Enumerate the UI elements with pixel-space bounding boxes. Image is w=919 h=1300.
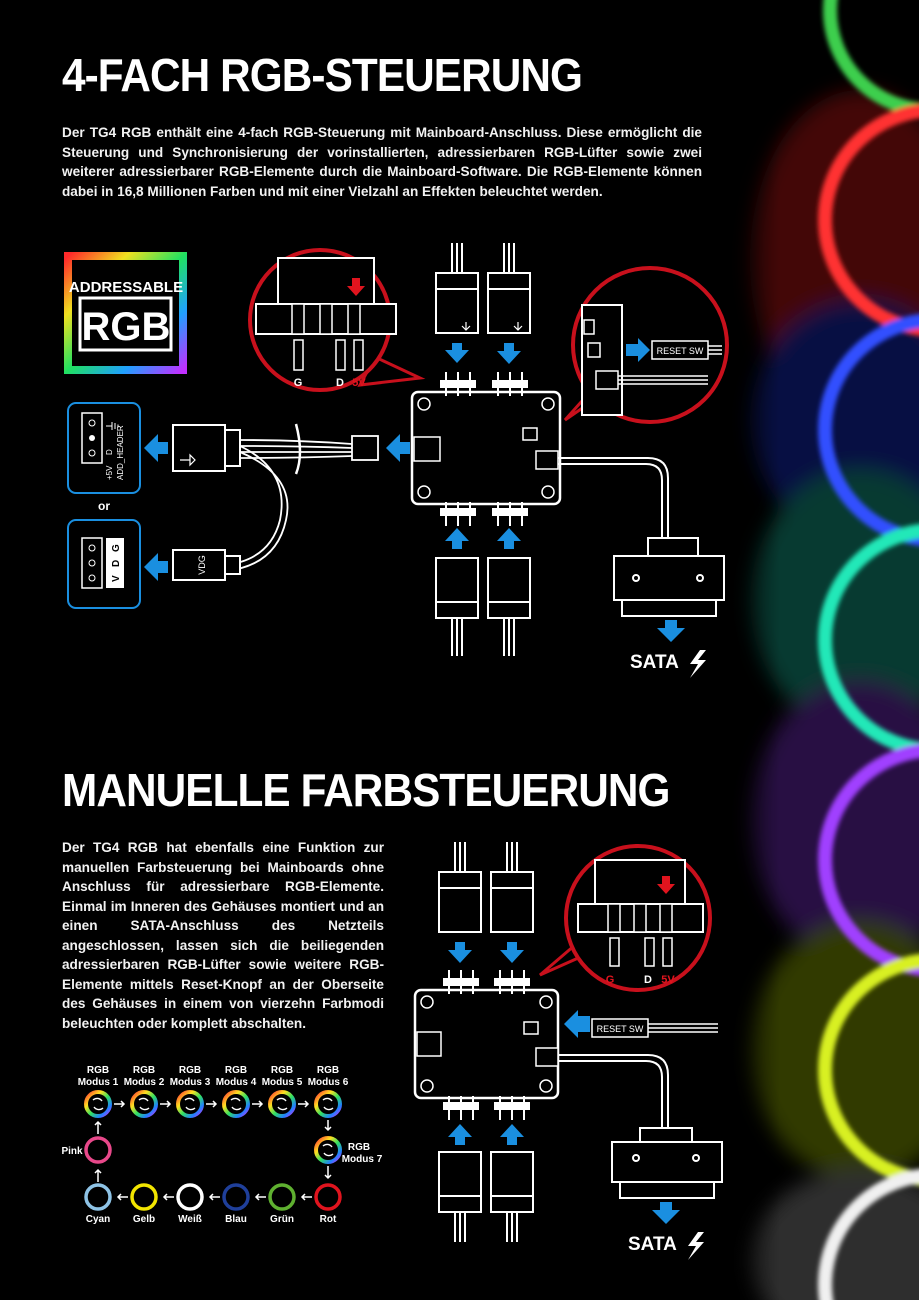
color-label: Grün [270,1214,294,1225]
mode-item [124,1065,170,1116]
reset-sw-label: RESET SW [656,346,704,356]
section1-title: 4-FACH RGB-STEUERUNG [62,49,583,101]
color-item-pink [61,1122,110,1182]
pin-5v-label-2: 5V [661,974,675,986]
mode-label-line1: RGB [132,1065,156,1076]
rgb-mode-ring [270,1092,294,1116]
pin-g-label: G [293,377,303,389]
cycle-icon [139,1098,149,1109]
color-ring [178,1185,202,1209]
color-item [132,1185,174,1225]
mode-item [170,1065,216,1116]
mode-label-line1: RGB [224,1065,248,1076]
or-label: or [98,499,110,513]
mode-item [308,1065,349,1116]
vdg-v-label: V [111,575,122,582]
arrow-right-icon [298,1101,308,1107]
pin-5v-label: 5V [352,377,366,389]
pink-label: Pink [61,1146,83,1157]
color-label: Weiß [178,1214,202,1225]
cycle-icon [185,1098,195,1109]
plug-vdg-label: VDG [197,555,207,575]
logo-line2: RGB [81,305,171,349]
color-item [86,1185,128,1225]
color-label: Rot [319,1214,337,1225]
sata-label-2: SATA [628,1234,677,1255]
mode-item [78,1065,124,1116]
color-item [270,1185,312,1225]
mode-item [216,1065,262,1116]
rgb-mode-ring [132,1092,156,1116]
arrow-left-icon [256,1194,266,1200]
rgb-mode-ring [316,1138,340,1162]
mode-label-line1: RGB [270,1065,294,1076]
rgb-mode-ring [178,1092,202,1116]
mode-item [262,1065,308,1116]
mode-label-line2: Modus 2 [123,1077,165,1088]
arrow-up-icon [95,1170,101,1182]
cycle-icon [93,1098,103,1109]
color-item [178,1185,220,1225]
sata-label: SATA [630,652,679,673]
mode-label-line1: RGB [316,1065,340,1076]
color-label: Blau [225,1214,247,1225]
cycle-icon [231,1098,241,1109]
mode7-label-line2: Modus 7 [341,1154,383,1165]
arrow-down-icon [325,1166,331,1178]
pin-d-label-2: D [644,974,652,986]
mode-label-line2: Modus 5 [261,1077,303,1088]
mode-label-line2: Modus 4 [215,1077,257,1088]
cycle-icon [277,1098,287,1109]
mode-label-line1: RGB [86,1065,110,1076]
header-plus5v-label: +5V [105,465,114,480]
section2-title: MANUELLE FARBSTEUERUNG [62,764,670,816]
mode-label-line2: Modus 1 [77,1077,119,1088]
cycle-icon [323,1098,333,1109]
arrow-left-icon [302,1194,312,1200]
color-ring [270,1185,294,1209]
vdg-g-label: G [111,544,122,552]
arrow-right-icon [160,1101,170,1107]
arrow-left-icon [118,1194,128,1200]
arrow-right-icon [252,1101,262,1107]
mode-label-line2: Modus 3 [169,1077,211,1088]
section1-paragraph: Der TG4 RGB enthält eine 4-fach RGB-Steuerung mit Mainboard-Anschluss. Diese ermöglicht die Steuerung und Synchronisierung der vorinstallierten, adressierbaren RGB-Lüfter sowie zwei weiterer adressierbarer RGB-Elemente durch die Mainboard-Software. Die RGB-Elemente können dabei in 16,8 Millionen Farben und mit einer Vielzahl an Effekten beleuchtet werden. [62,125,702,199]
mode-item-7 [316,1120,383,1165]
rgb-mode-ring [316,1092,340,1116]
color-label: Gelb [132,1214,156,1225]
color-item [316,1185,340,1225]
header-d-label: D [105,449,114,455]
arrow-left-icon [164,1194,174,1200]
pin-g-label-2: G [605,974,615,986]
color-ring [316,1185,340,1209]
arrow-right-icon [114,1101,124,1107]
color-ring [224,1185,248,1209]
vdg-d-label: D [111,559,122,567]
mode7-label-line1: RGB [347,1142,371,1153]
color-ring [132,1185,156,1209]
section2-paragraph: Der TG4 RGB hat ebenfalls eine Funktion zur manuellen Farbsteuerung bei Mainboards ohne Anschluss für adressierbare RGB-Elemente. Einmal im Inneren des Gehäuses montiert und an einen SATA-Anschluss des Netzteils angeschlossen, lassen sich die beiliegenden adressierbaren RGB-Lüfter sowie weitere RGB-Elemente mittels Reset-Knopf an der Oberseite des Gehäuses in einem von vierzehn Farbmodi beleuchten oder komplett abschalten. [62,840,384,1031]
reset-sw-label-2: RESET SW [596,1024,644,1034]
color-ring [86,1185,110,1209]
arrow-up-icon [95,1122,101,1134]
arrow-down-icon [325,1120,331,1130]
color-label: Cyan [85,1214,111,1225]
color-ring [86,1138,110,1162]
pin-d-label: D [336,377,344,389]
rgb-mode-ring [86,1092,110,1116]
mode-label-line1: RGB [178,1065,202,1076]
logo-line1: ADDRESSABLE [68,279,184,296]
arrow-right-icon [206,1101,216,1107]
cycle-icon [323,1144,333,1155]
color-item [224,1185,266,1225]
mode-label-line2: Modus 6 [307,1077,349,1088]
arrow-left-icon [210,1194,220,1200]
rgb-mode-ring [224,1092,248,1116]
header-name-label: ADD_HEADER [116,425,125,480]
